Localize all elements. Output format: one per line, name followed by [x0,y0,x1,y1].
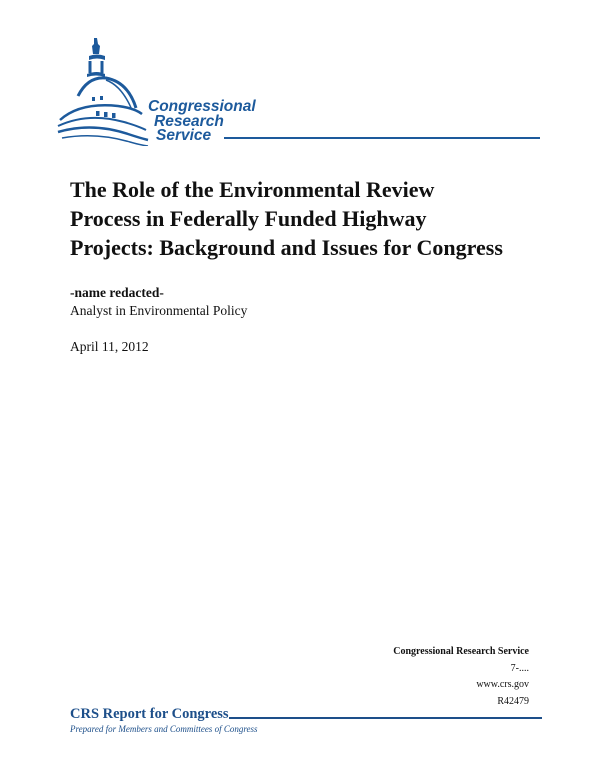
header-divider [224,137,540,139]
logo-line-2: Research [154,112,224,130]
logo-line-1: Congressional [148,98,256,115]
author-name: -name redacted- [70,285,164,300]
capitol-dome-icon [56,34,156,146]
title-line-1: The Role of the Environmental Review [70,177,435,202]
crs-logo [56,34,546,146]
report-number: R42479 [497,695,529,707]
title-line-3: Projects: Background and Issues for Congress [70,235,503,260]
publisher-phone: 7-.... [510,662,529,674]
report-date: April 11, 2012 [70,339,149,354]
footer-title: CRS Report for Congress [70,706,229,722]
footer-divider [229,717,542,719]
logo-line-3: Service [156,127,212,144]
footer-subtitle: Prepared for Members and Committees of Congress [70,724,258,734]
author-role: Analyst in Environmental Policy [70,303,248,318]
publisher-organization: Congressional Research Service [393,646,529,657]
publisher-info [393,644,529,710]
publisher-website[interactable]: www.crs.gov [476,679,529,690]
report-title [70,175,550,262]
title-line-2: Process in Federally Funded Highway [70,206,427,231]
